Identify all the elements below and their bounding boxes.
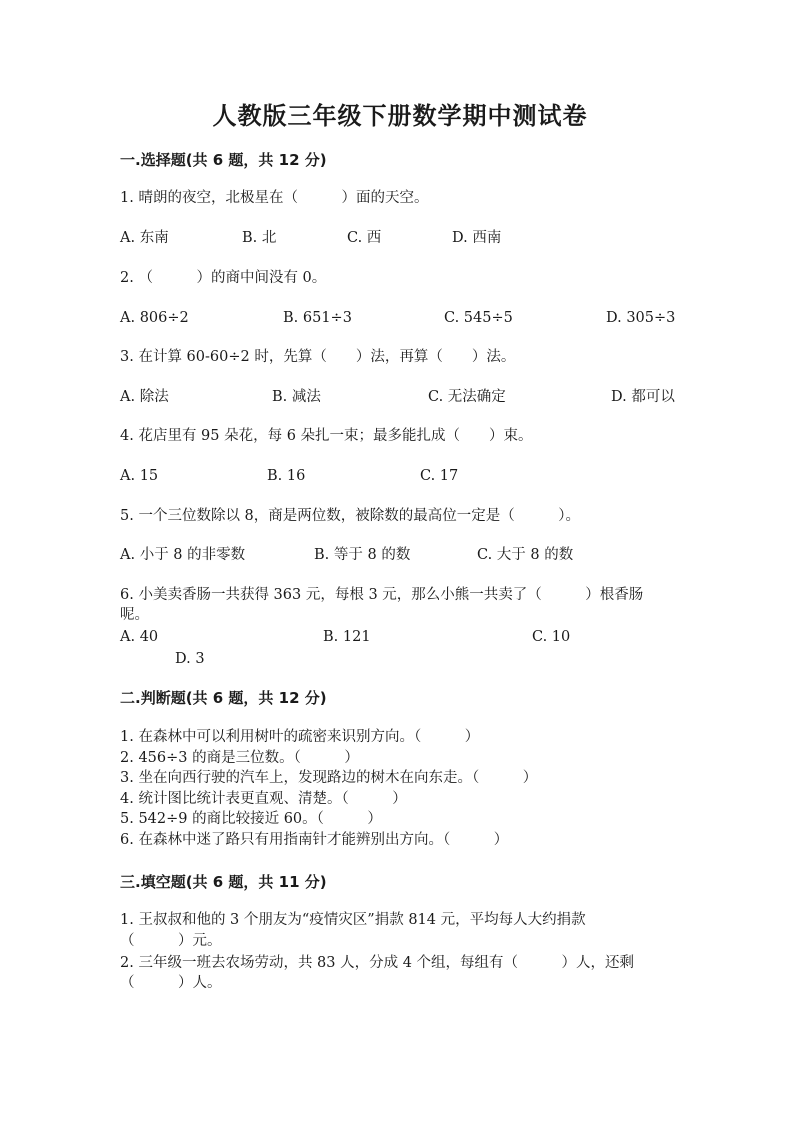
option-c: C. 大于 8 的数 xyxy=(477,547,574,563)
question-stem: 6. 小美卖香肠一共获得 363 元，每根 3 元，那么小熊一共卖了（ ）根香肠 xyxy=(120,587,644,603)
option-b: B. 北 xyxy=(242,230,277,246)
judge-item: 6. 在森林中迷了路只有用指南针才能辨别出方向。（ ） xyxy=(120,832,509,848)
option-b: B. 16 xyxy=(267,468,306,484)
fill-item: 1. 王叔叔和他的 3 个朋友为“疫情灾区”捐款 814 元，平均每人大约捐款 xyxy=(120,912,586,928)
judge-item: 2. 456÷3 的商是三位数。（ ） xyxy=(120,750,359,766)
page-title: 人教版三年级下册数学期中测试卷 xyxy=(212,101,588,130)
fill-item-continued: （ ）人。 xyxy=(120,975,222,991)
option-c: C. 西 xyxy=(347,230,382,246)
option-c: C. 17 xyxy=(420,468,459,484)
option-c: C. 无法确定 xyxy=(428,389,506,405)
option-a: A. 除法 xyxy=(120,389,169,405)
option-c: C. 10 xyxy=(532,629,571,645)
section-heading-choice: 一.选择题(共 6 题，共 12 分) xyxy=(120,151,327,169)
question-stem: 5. 一个三位数除以 8，商是两位数，被除数的最高位一定是（ ）。 xyxy=(120,508,581,524)
option-b: B. 减法 xyxy=(272,389,321,405)
option-d: D. 3 xyxy=(175,651,205,667)
question-stem: 2. （ ）的商中间没有 0。 xyxy=(120,270,327,286)
option-b: B. 651÷3 xyxy=(283,310,352,326)
option-a: A. 东南 xyxy=(120,230,169,246)
option-c: C. 545÷5 xyxy=(444,310,513,326)
judge-item: 5. 542÷9 的商比较接近 60。（ ） xyxy=(120,811,382,827)
judge-item: 1. 在森林中可以利用树叶的疏密来识别方向。（ ） xyxy=(120,729,480,745)
option-a: A. 小于 8 的非零数 xyxy=(120,547,246,563)
fill-item-continued: （ ）元。 xyxy=(120,933,222,949)
option-a: A. 15 xyxy=(120,468,159,484)
fill-item: 2. 三年级一班去农场劳动，共 83 人，分成 4 个组，每组有（ ）人，还剩 xyxy=(120,955,635,971)
section-heading-judge: 二.判断题(共 6 题，共 12 分) xyxy=(120,689,327,707)
question-stem: 4. 花店里有 95 朵花，每 6 朵扎一束；最多能扎成（ ）束。 xyxy=(120,428,533,444)
option-b: B. 等于 8 的数 xyxy=(314,547,411,563)
question-stem-continued: 呢。 xyxy=(120,607,149,623)
question-stem: 3. 在计算 60-60÷2 时，先算（ ）法，再算（ ）法。 xyxy=(120,349,516,365)
option-a: A. 806÷2 xyxy=(120,310,189,326)
option-a: A. 40 xyxy=(120,629,159,645)
judge-item: 3. 坐在向西行驶的汽车上，发现路边的树木在向东走。（ ） xyxy=(120,770,538,786)
option-d: D. 都可以 xyxy=(611,389,675,405)
question-stem: 1. 晴朗的夜空，北极星在（ ）面的天空。 xyxy=(120,190,429,206)
section-heading-fill: 三.填空题(共 6 题，共 11 分) xyxy=(120,873,327,891)
judge-item: 4. 统计图比统计表更直观、清楚。（ ） xyxy=(120,791,407,807)
option-d: D. 305÷3 xyxy=(606,310,676,326)
option-b: B. 121 xyxy=(323,629,371,645)
option-d: D. 西南 xyxy=(452,230,502,246)
